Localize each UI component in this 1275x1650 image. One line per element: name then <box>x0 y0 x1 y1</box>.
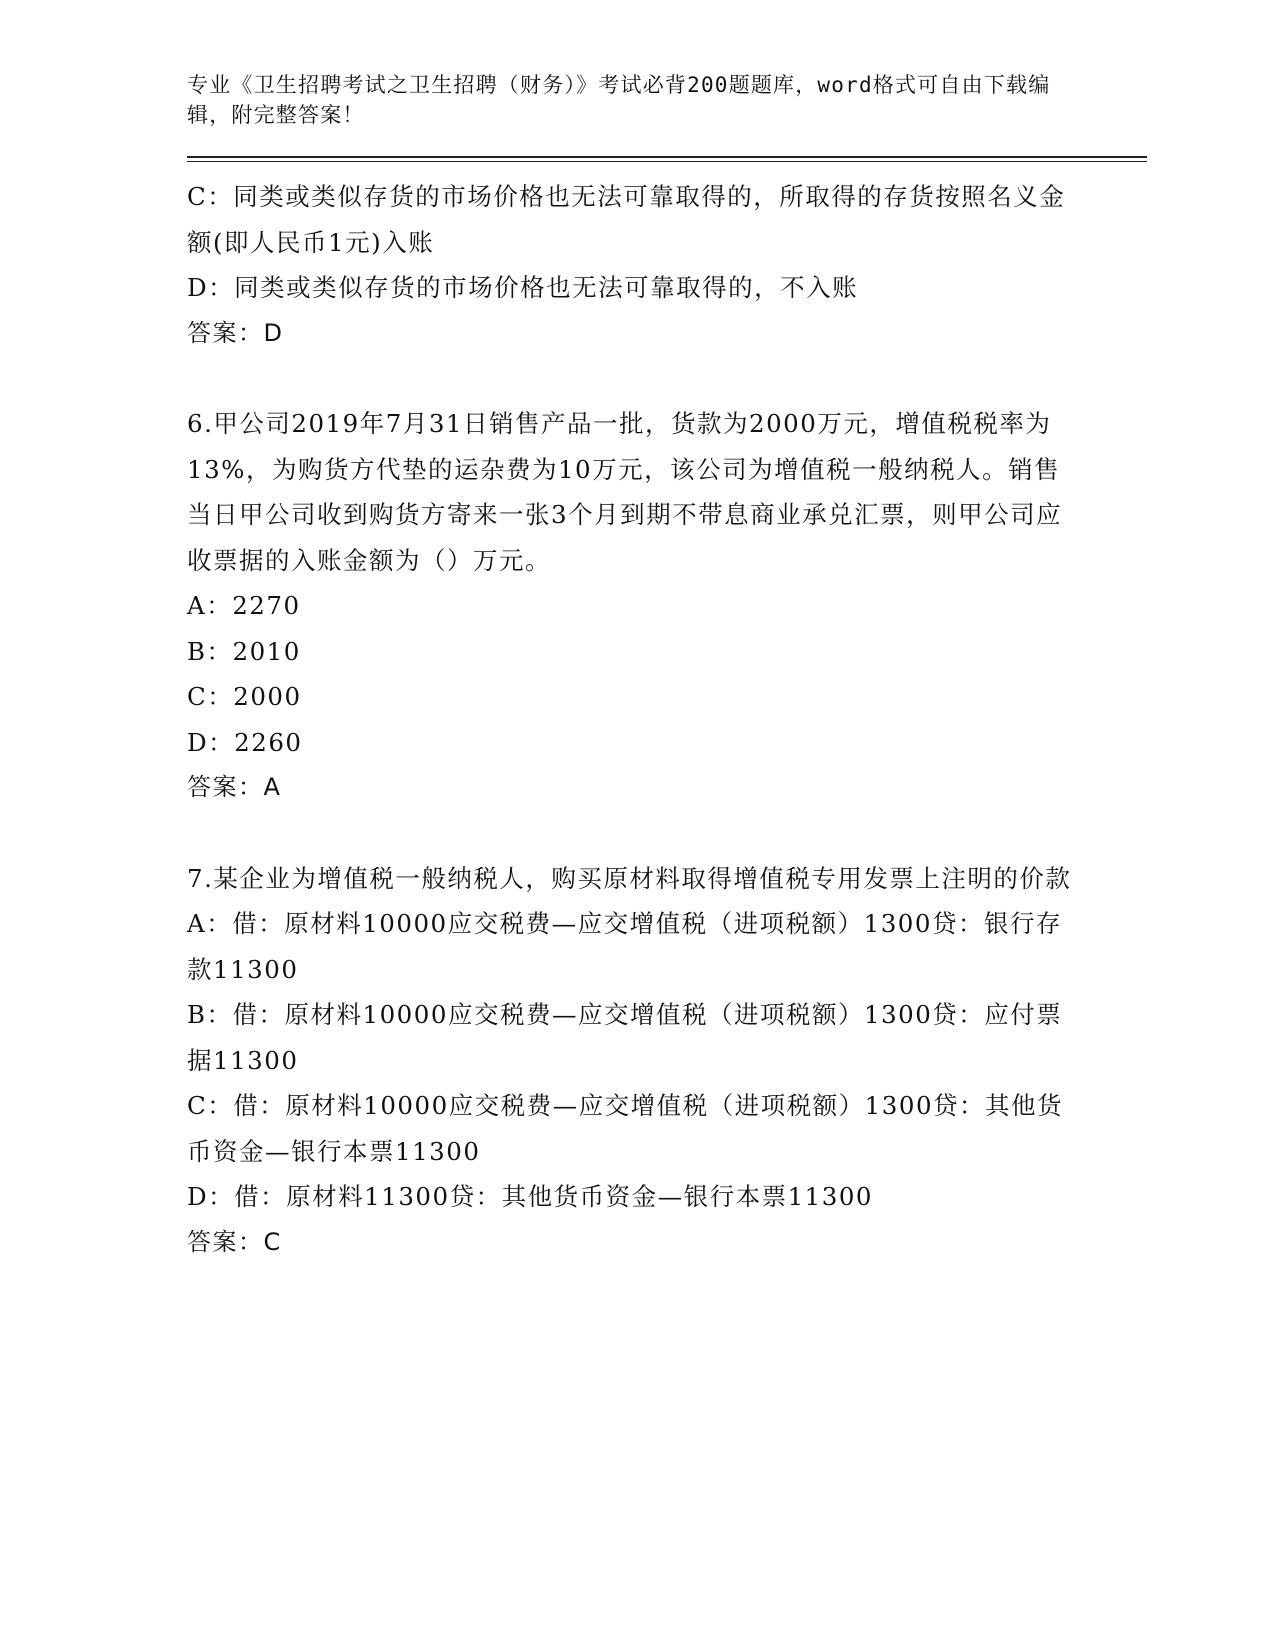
answer-label: 答案：A <box>187 773 282 801</box>
spacer <box>187 811 1077 856</box>
question-stem: 7.某企业为增值税一般纳税人，购买原材料取得增值税专用发票上注明的价款 <box>187 863 1072 893</box>
answer-label: 答案：C <box>187 1227 282 1256</box>
option-c: C：同类或类似存货的市场价格也无法可靠取得的，所取得的存货按照名义金额(即人民币1元)入账 <box>187 182 1066 257</box>
option-a: A：借：原材料10000应交税费—应交增值税（进项税额）1300贷：银行存款11300 <box>187 909 1062 984</box>
option-d: D：同类或类似存货的市场价格也无法可靠取得的，不入账 <box>187 273 859 302</box>
option-b: B：2010 <box>187 636 301 666</box>
option-d: D：借：原材料11300贷：其他货币资金—银行本票11300 <box>187 1182 874 1211</box>
question-stem: 6.甲公司2019年7月31日销售产品一批，货款为2000万元，增值税税率为13%，为购货方代垫的运杂费为10万元，该公司为增值税一般纳税人。销售当日甲公司收到购货方寄来一张3个月到期不带息商业承兑汇票，则甲公司应收票据的入账金额为（）万元。 <box>187 409 1063 575</box>
question-6 <box>187 401 1077 811</box>
option-b: B：借：原材料10000应交税费—应交增值税（进项税额）1300贷：应付票据11300 <box>187 1000 1063 1075</box>
question-7 <box>187 856 1077 1266</box>
question-content <box>187 174 1077 1265</box>
answer-label: 答案：D <box>187 318 284 347</box>
option-a: A：2270 <box>187 591 301 620</box>
option-d: D：2260 <box>187 727 303 757</box>
document-page <box>187 70 1147 1265</box>
spacer <box>187 356 1077 401</box>
previous-question-continuation <box>187 174 1077 356</box>
option-c: C：2000 <box>187 682 302 711</box>
option-c: C：借：原材料10000应交税费—应交增值税（进项税额）1300贷：其他货币资金—银行本票11300 <box>187 1091 1064 1166</box>
header-divider <box>187 156 1147 162</box>
document-header: 专业《卫生招聘考试之卫生招聘（财务）》考试必背200题题库，word格式可自由下载编辑，附完整答案！ <box>187 73 1051 127</box>
